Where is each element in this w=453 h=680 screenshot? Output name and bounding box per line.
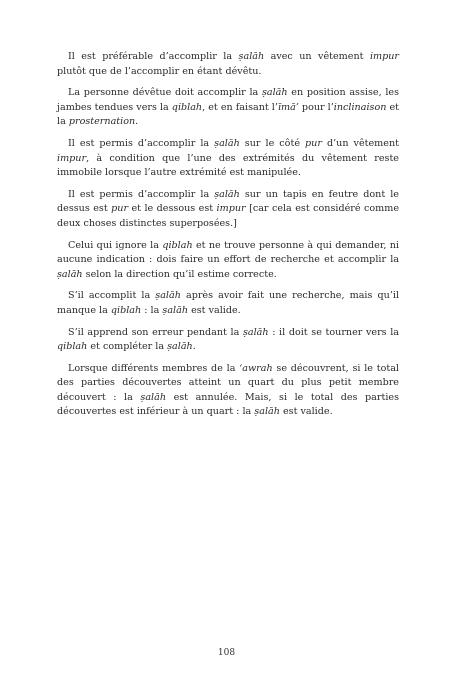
paragraph-8 (57, 362, 399, 420)
italic-term: impur (57, 152, 87, 164)
text-run: . (192, 341, 196, 353)
text-run: plutôt que de l’accomplir en étant dévêtu. (57, 65, 262, 77)
text-run: en position assise, les jambes tendues vers la (57, 87, 399, 113)
paragraph-1 (57, 50, 399, 79)
italic-term: qiblah (171, 101, 203, 113)
text-run: est valide. (279, 406, 333, 418)
italic-term: ṣalāh (214, 188, 240, 200)
text-run: , et en faisant l’ (202, 101, 278, 113)
text-run: Il est préférable d’accomplir la (68, 51, 239, 62)
text-run: et compléter la (87, 341, 168, 353)
italic-term: impur (369, 51, 400, 62)
text-run: Il est permis d’accomplir la (68, 137, 215, 149)
text-run: Lorsque différents membres de la (68, 362, 240, 374)
text-run: Celui qui ignore la (68, 239, 163, 251)
text-run: Il est permis d’accomplir la (68, 188, 215, 200)
text-run: . (135, 116, 139, 128)
italic-term: ‘awrah (239, 362, 273, 374)
italic-term: ṣalāh (242, 326, 269, 338)
italic-term: ṣalāh (162, 304, 189, 316)
text-run: d’un vêtement (321, 137, 399, 149)
text-run: sur un tapis en feutre dont le dessus est (57, 188, 399, 215)
text-run: La personne dévêtue doit accomplir la (68, 87, 262, 99)
paragraph-7 (57, 326, 399, 355)
paragraph-2 (57, 86, 399, 130)
text-run: pour l’ (298, 101, 334, 113)
text-run: est annulée. Mais, si le total des parties découvertes est inférieur à un quart : la (57, 391, 399, 418)
page-number: 108 (217, 648, 236, 658)
text-run: avec un vêtement (264, 51, 370, 62)
italic-term: īmā’ (277, 101, 299, 113)
paragraph-3 (57, 137, 399, 181)
italic-term: impur (216, 203, 246, 215)
text-run: après avoir fait une recherche, mais qu’il manque la (57, 290, 400, 316)
italic-term: qiblah (110, 304, 142, 316)
italic-term: ṣalāh (238, 51, 265, 62)
text-run: [car cela est considéré comme deux choses distinctes superposées.] (57, 203, 399, 229)
text-run: S’il accomplit la (68, 290, 156, 302)
italic-term: ṣalāh (155, 290, 181, 302)
italic-term: inclinaison (333, 101, 387, 113)
italic-term: qiblah (57, 341, 88, 353)
italic-term: ṣalāh (167, 341, 193, 353)
text-run: est valide. (188, 304, 241, 316)
paragraph-4 (57, 188, 399, 232)
text-run: sur le côté (239, 137, 306, 149)
italic-term: ṣalāh (254, 406, 280, 418)
text-run: : il doit se tourner vers la (268, 326, 399, 338)
text-run: S’il apprend son erreur pendant la (68, 326, 243, 338)
text-run: se découvrent, si le total des parties découvertes atteint un quart du plus petit membre découvert : la (57, 362, 400, 403)
text-run: : la (141, 304, 163, 316)
text-run: et le dessous est (128, 203, 217, 215)
text-run: et la (57, 101, 399, 128)
italic-term: pur (305, 137, 322, 149)
text-run: , à condition que l’une des extrémités du vêtement reste immobile lorsque l’autre extrémité est manipulée. (57, 152, 399, 179)
italic-term: ṣalāh (140, 391, 167, 403)
paragraph-5 (57, 239, 399, 283)
italic-term: qiblah (162, 239, 193, 251)
italic-term: ṣalāh (57, 268, 83, 280)
text-run: selon la direction qu’il estime correcte. (82, 268, 277, 280)
italic-term: prosternation (68, 116, 136, 128)
paragraph-6 (57, 289, 399, 318)
italic-term: pur (111, 203, 129, 215)
italic-term: ṣalāh (261, 87, 288, 99)
italic-term: ṣalāh (214, 137, 240, 149)
text-run: et ne trouve personne à qui demander, ni aucune indication : dois faire un effort de recherche et accomplir la (57, 239, 399, 266)
body-text (57, 50, 399, 427)
